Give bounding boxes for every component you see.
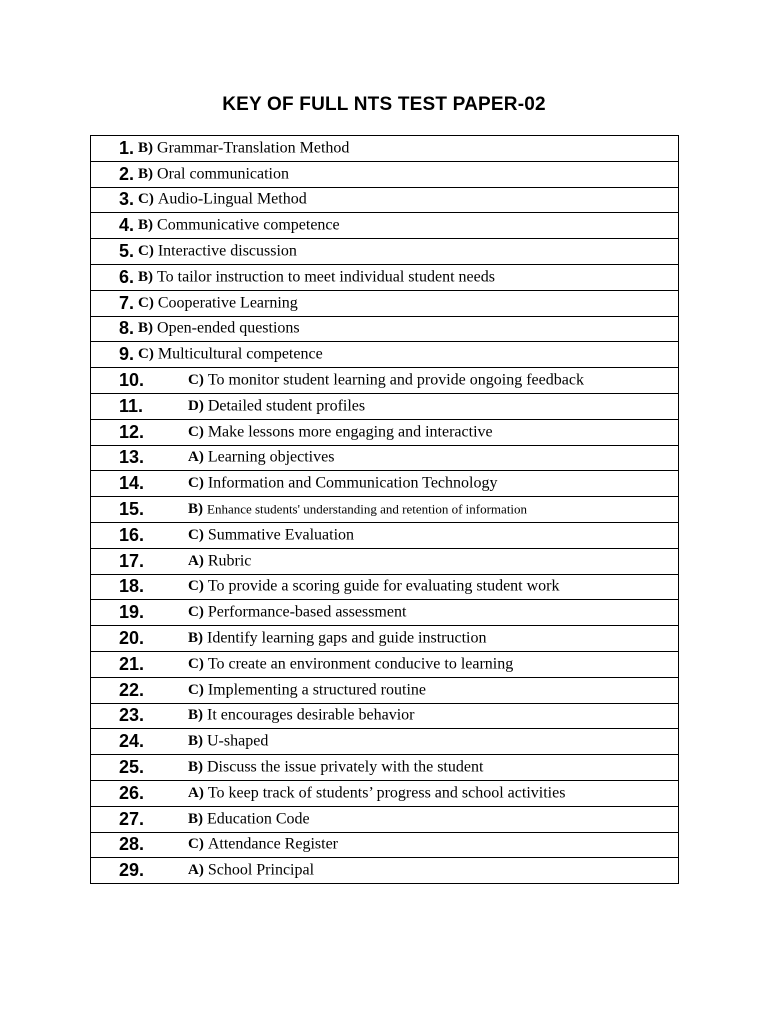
answer-text: Rubric [207,552,252,570]
answer-cell [91,161,679,187]
page-title: KEY OF FULL NTS TEST PAPER-02 [222,94,546,115]
question-number: 1. [119,137,135,158]
answer-letter: C) [188,423,204,440]
question-number: 11. [119,395,144,416]
answer-letter: B) [188,630,203,647]
answer-row [91,316,679,342]
question-number: 9. [119,344,135,365]
answer-row [91,651,679,677]
answer-text: Learning objectives [207,448,335,466]
answer-text: Oral communication [157,165,289,183]
answer-text: To monitor student learning and provide ongoing feedback [207,371,584,389]
answer-letter: C) [188,655,204,672]
answer-row [91,239,679,265]
answer-cell [91,316,679,342]
answer-row [91,342,679,368]
question-number: 27. [119,808,145,829]
answer-letter: C) [188,475,204,492]
answer-row [91,755,679,781]
answer-letter: C) [138,346,154,363]
answer-cell [91,651,679,677]
question-number: 13. [119,447,145,468]
answer-cell [91,368,679,394]
answer-text: Identify learning gaps and guide instruction [207,629,487,647]
question-number: 24. [119,731,145,752]
question-number: 25. [119,757,145,778]
answer-row [91,445,679,471]
answer-cell [91,729,679,755]
question-number: 7. [119,292,135,313]
answer-text: It encourages desirable behavior [207,706,415,724]
answer-letter: C) [138,243,154,260]
answer-row [91,393,679,419]
answer-cell [91,342,679,368]
answer-text: To tailor instruction to meet individual student needs [157,268,495,286]
answer-cell [91,522,679,548]
answer-text: To provide a scoring guide for evaluating student work [207,577,560,595]
answer-text: Attendance Register [207,835,338,853]
answer-row [91,677,679,703]
answer-letter: C) [138,191,154,208]
answer-letter: A) [188,552,204,569]
question-number: 2. [119,163,135,184]
answer-cell [91,497,679,523]
answer-cell [91,290,679,316]
question-number: 5. [119,241,135,262]
answer-row [91,548,679,574]
question-number: 6. [119,266,135,287]
answer-row [91,497,679,523]
answer-key-table [90,135,679,884]
question-number: 10. [119,370,145,391]
answer-cell [91,548,679,574]
question-number: 4. [119,215,135,236]
answer-text: School Principal [207,861,315,879]
answer-cell [91,626,679,652]
answer-text: U-shaped [207,732,269,750]
question-number: 22. [119,679,145,700]
answer-letter: B) [188,733,203,750]
answer-letter: B) [138,165,154,182]
answer-cell [91,677,679,703]
answer-text: Detailed student profiles [207,397,366,415]
question-number: 16. [119,524,145,545]
answer-row [91,626,679,652]
answer-text: Education Code [207,810,310,828]
answer-text: Interactive discussion [157,242,297,260]
answer-text: Audio-Lingual Method [157,190,307,208]
answer-text: Communicative competence [157,216,340,234]
answer-row [91,213,679,239]
answer-letter: B) [138,268,154,285]
answer-text: To keep track of students’ progress and school activities [207,784,566,802]
question-number: 26. [119,782,145,803]
answer-row [91,290,679,316]
answer-cell [91,393,679,419]
answer-letter: A) [188,449,204,466]
answer-text: Make lessons more engaging and interactive [207,423,493,441]
question-number: 20. [119,628,145,649]
answer-letter: B) [188,707,203,724]
answer-text: Cooperative Learning [157,294,298,312]
answer-cell [91,806,679,832]
answer-row [91,574,679,600]
answer-row [91,703,679,729]
answer-letter: C) [188,836,204,853]
answer-letter: C) [138,294,154,311]
question-number: 21. [119,653,145,674]
answer-letter: C) [188,526,204,543]
answer-text: Multicultural competence [157,345,323,363]
answer-text: To create an environment conducive to learning [207,655,514,673]
question-number: 15. [119,499,145,520]
answer-text: Grammar-Translation Method [157,139,350,157]
answer-cell [91,445,679,471]
answer-letter: C) [188,681,204,698]
answer-row [91,600,679,626]
answer-text: Information and Communication Technology [207,474,498,492]
question-number: 19. [119,602,145,623]
answer-row [91,780,679,806]
answer-key-body [91,136,679,884]
answer-row [91,522,679,548]
answer-cell [91,239,679,265]
answer-row [91,136,679,162]
answer-row [91,264,679,290]
answer-letter: B) [188,501,203,518]
answer-row [91,832,679,858]
answer-cell [91,858,679,884]
answer-cell [91,574,679,600]
answer-cell [91,213,679,239]
answer-cell [91,419,679,445]
answer-letter: A) [188,862,204,879]
answer-row [91,368,679,394]
question-number: 28. [119,834,145,855]
answer-letter: B) [188,759,203,776]
answer-row [91,471,679,497]
answer-cell [91,832,679,858]
question-number: 3. [119,189,135,210]
answer-text: Summative Evaluation [207,526,355,544]
answer-cell [91,600,679,626]
answer-cell [91,780,679,806]
answer-letter: C) [188,578,204,595]
answer-letter: C) [188,604,204,621]
answer-letter: A) [188,784,204,801]
answer-letter: B) [138,139,154,156]
answer-cell [91,471,679,497]
answer-cell [91,187,679,213]
answer-letter: C) [188,372,204,389]
question-number: 29. [119,860,145,881]
answer-row [91,161,679,187]
answer-row [91,419,679,445]
question-number: 12. [119,421,145,442]
answer-cell [91,755,679,781]
answer-row [91,729,679,755]
question-number: 17. [119,550,145,571]
answer-letter: B) [138,217,154,234]
question-number: 18. [119,576,145,597]
answer-row [91,858,679,884]
answer-text: Discuss the issue privately with the student [207,758,484,776]
answer-text: Open-ended questions [157,319,300,337]
question-number: 14. [119,473,145,494]
answer-text: Enhance students' understanding and retention of information [207,501,528,517]
question-number: 23. [119,705,145,726]
answer-cell [91,703,679,729]
answer-text: Implementing a structured routine [207,681,426,699]
answer-cell [91,264,679,290]
question-number: 8. [119,318,135,339]
answer-letter: B) [188,810,203,827]
answer-text: Performance-based assessment [207,603,407,621]
answer-letter: B) [138,320,154,337]
answer-row [91,806,679,832]
answer-letter: D) [188,397,204,414]
answer-cell [91,136,679,162]
answer-row [91,187,679,213]
